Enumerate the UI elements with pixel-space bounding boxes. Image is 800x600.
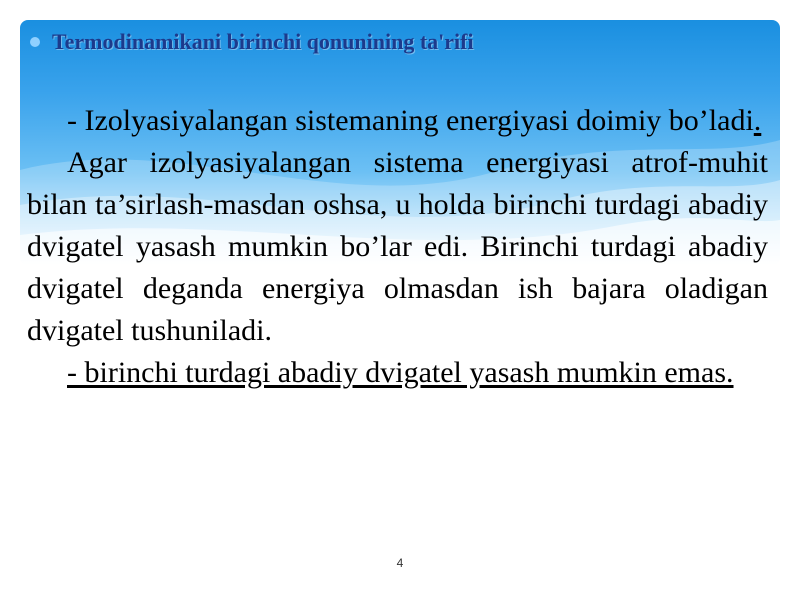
statement-text: - Izolyasiyalangan sistemaning energiyasi doimiy bo’ladi — [67, 104, 754, 137]
paragraph-explanation: Agar izolyasiyalangan sistema energiyasi atrof-muhit bilan ta’sirlash-masdan oshsa, u holda birinchi turdagi abadiy dvigatel yasash mumkin bo’lar edi. Birinchi turdagi abadiy dvigatel deganda energiya olmasdan ish bajara oladigan dvigatel tushuniladi. — [27, 146, 768, 347]
statement-period: . — [753, 104, 762, 137]
conclusion-text: - birinchi turdagi abadiy dvigatel yasash mumkin emas. — [67, 356, 734, 389]
slide-title: Termodinamikani birinchi qonunining ta'rifi — [52, 29, 474, 54]
paragraph-conclusion — [27, 352, 768, 394]
title-bullet-icon — [30, 37, 40, 47]
slide-body — [27, 100, 768, 394]
page-number: 4 — [396, 556, 404, 570]
paragraph-statement — [27, 100, 768, 142]
